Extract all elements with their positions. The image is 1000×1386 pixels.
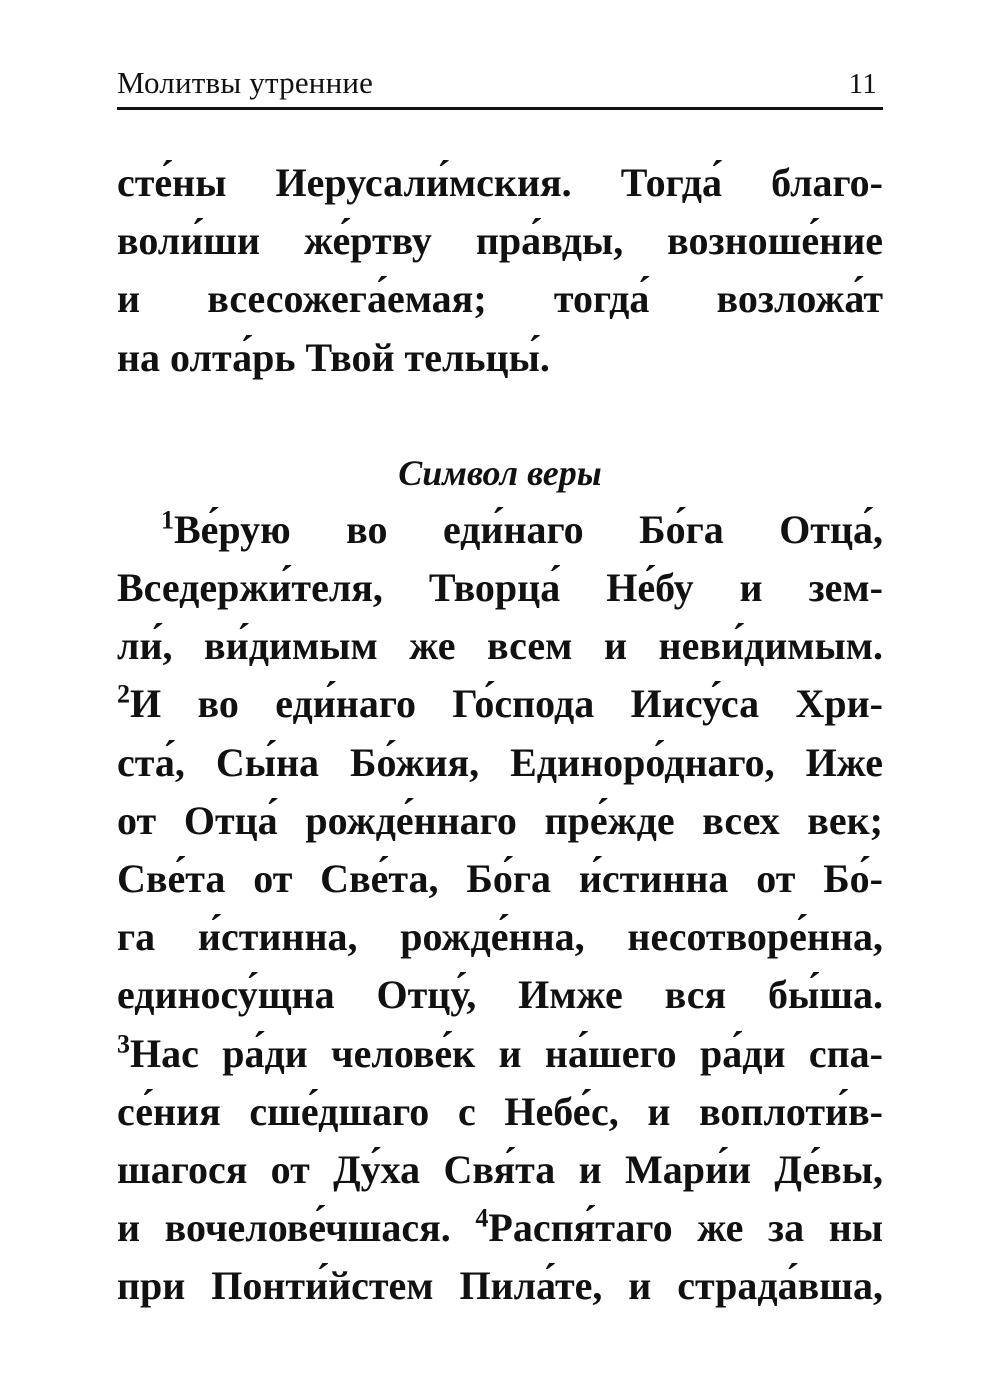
line-text: Ве́рую во еди́наго Бо́га Отца́, xyxy=(174,506,883,552)
line-text: Нас ра́ди челове́к и на́шего ра́ди спа- xyxy=(130,1030,883,1076)
text-line: сте́ны Иерусали́мския. Тогда́ благо- xyxy=(117,160,883,205)
creed-text xyxy=(117,501,883,1316)
verse-number: 3 xyxy=(117,1029,130,1059)
text-line xyxy=(117,675,883,733)
text-line: ста́, Сы́на Бо́жия, Единоро́днаго, Иже xyxy=(117,739,883,785)
text-line: шагося от Ду́ха Свя́та и Мари́и Де́вы, xyxy=(117,1147,883,1193)
text-line: Све́та от Све́та, Бо́га и́стинна от Бо́- xyxy=(117,856,883,902)
text-line: на олта́рь Твой тельцы́. xyxy=(117,334,550,380)
text-line: от Отца́ рожде́ннаго пре́жде всех век; xyxy=(117,797,883,843)
text-line: при Понти́йстем Пила́те, и страда́вша, xyxy=(117,1263,883,1309)
line-text: и вочелове́чшася. xyxy=(117,1205,451,1251)
verse-number: 2 xyxy=(117,680,130,710)
verse-number: 1 xyxy=(161,505,174,535)
text-line xyxy=(117,501,883,559)
creed-heading: Символ веры xyxy=(398,452,602,493)
text-line: единосу́щна Отцу́, Имже вся бы́ша. xyxy=(117,972,883,1018)
section-title: Молитвы утренние xyxy=(117,65,374,100)
text-line: се́ния сше́дшаго с Небе́с, и воплоти́в- xyxy=(117,1088,883,1134)
running-head xyxy=(117,55,883,101)
book-page xyxy=(117,55,883,1316)
header-rule xyxy=(117,107,883,110)
text-line xyxy=(117,1025,883,1083)
text-line: га и́стинна, рожде́нна, несотворе́нна, xyxy=(117,914,883,960)
text-line: и всесожега́емая; тогда́ возложа́т xyxy=(117,276,883,322)
page-number: 11 xyxy=(848,68,877,100)
verse-number: 4 xyxy=(475,1203,489,1233)
text-line: воли́ши же́ртву пра́вды, возноше́ние xyxy=(117,218,883,264)
text-line xyxy=(117,1199,883,1257)
line-text: И во еди́наго Го́спода Иису́са Хри- xyxy=(130,681,883,727)
text-line: ли́, ви́димым же всем и неви́димым. xyxy=(117,623,883,669)
psalm-ending xyxy=(117,154,883,387)
line-text: Распя́таго же за ны xyxy=(488,1205,883,1251)
text-line: Вседержи́теля, Творца́ Не́бу и зем- xyxy=(117,565,883,611)
